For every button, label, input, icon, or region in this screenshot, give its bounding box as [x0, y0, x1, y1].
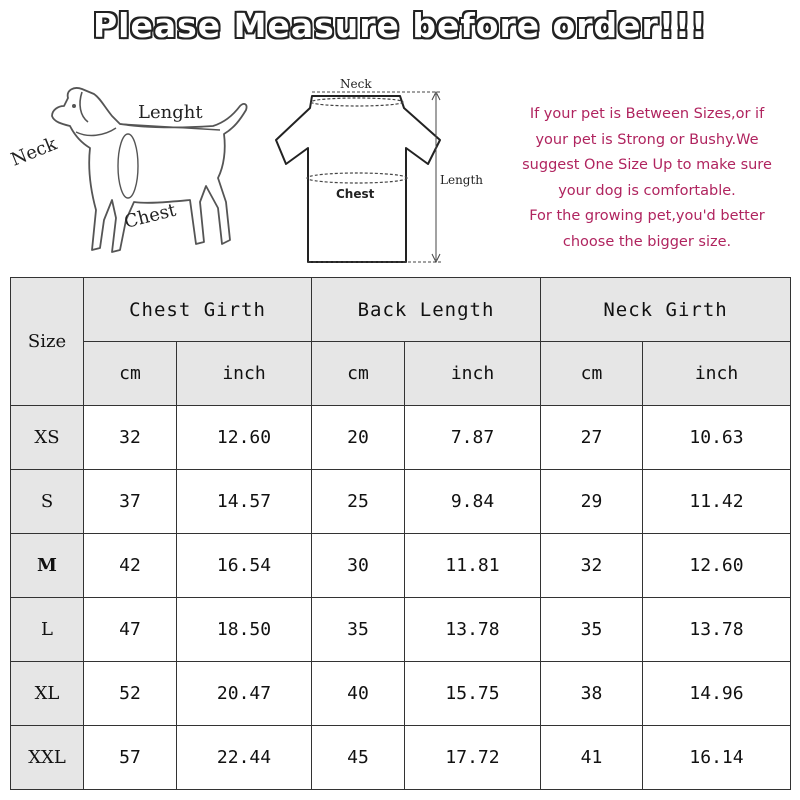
chest-measure-ring: [118, 134, 138, 198]
unit-header: cm: [541, 342, 643, 406]
table-row: [11, 598, 791, 662]
sizing-advice-note: [502, 102, 792, 255]
table-row: [11, 534, 791, 598]
size-label: S: [11, 470, 84, 534]
size-label: XL: [11, 662, 84, 726]
size-column-header: Size: [11, 278, 84, 406]
chest-girth-header: Chest Girth: [84, 278, 312, 342]
table-cell: 17.72: [405, 726, 541, 790]
table-cell: 57: [84, 726, 177, 790]
dog-neck-label: Neck: [8, 133, 60, 171]
table-cell: 11.81: [405, 534, 541, 598]
neck-measure-line: [76, 128, 116, 135]
table-cell: 11.42: [643, 470, 791, 534]
size-label: XS: [11, 406, 84, 470]
size-label: XXL: [11, 726, 84, 790]
note-line: your dog is comfortable.: [558, 182, 736, 199]
table-row: [11, 470, 791, 534]
dog-eye: [72, 104, 76, 108]
table-row: [11, 406, 791, 470]
shirt-chest-label: Chest: [336, 187, 375, 201]
size-label: L: [11, 598, 84, 662]
unit-header: inch: [177, 342, 312, 406]
table-cell: 13.78: [643, 598, 791, 662]
shirt-chest-ring: [307, 173, 407, 183]
table-cell: 32: [541, 534, 643, 598]
unit-header: inch: [643, 342, 791, 406]
table-cell: 15.75: [405, 662, 541, 726]
table-cell: 20: [312, 406, 405, 470]
table-cell: 14.57: [177, 470, 312, 534]
size-chart-table: [10, 277, 791, 790]
table-row: [11, 726, 791, 790]
table-cell: 27: [541, 406, 643, 470]
back-length-header: Back Length: [312, 278, 541, 342]
table-cell: 47: [84, 598, 177, 662]
table-cell: 16.54: [177, 534, 312, 598]
table-cell: 10.63: [643, 406, 791, 470]
shirt-length-label: Length: [440, 173, 484, 187]
note-line: suggest One Size Up to make sure: [522, 157, 772, 173]
dog-chest-label: Chest: [122, 199, 179, 233]
table-cell: 45: [312, 726, 405, 790]
table-row: [11, 662, 791, 726]
size-label: M: [11, 534, 84, 598]
note-line: choose the bigger size.: [562, 233, 732, 250]
shirt-neck-label: Neck: [340, 77, 372, 91]
unit-header: inch: [405, 342, 541, 406]
dog-length-label: Lenght: [138, 102, 203, 123]
table-cell: 30: [312, 534, 405, 598]
table-cell: 12.60: [177, 406, 312, 470]
table-cell: 42: [84, 534, 177, 598]
neck-girth-header: Neck Girth: [541, 278, 791, 342]
table-cell: 37: [84, 470, 177, 534]
table-cell: 35: [312, 598, 405, 662]
table-cell: 38: [541, 662, 643, 726]
table-cell: 12.60: [643, 534, 791, 598]
table-cell: 9.84: [405, 470, 541, 534]
page-title: Please Measure before order!!!: [93, 6, 707, 45]
table-cell: 41: [541, 726, 643, 790]
table-cell: 13.78: [405, 598, 541, 662]
table-cell: 25: [312, 470, 405, 534]
note-line: For the growing pet,you'd better: [529, 208, 765, 224]
note-line: your pet is Strong or Bushy.We: [535, 131, 759, 148]
table-cell: 52: [84, 662, 177, 726]
table-cell: 16.14: [643, 726, 791, 790]
table-cell: 14.96: [643, 662, 791, 726]
shirt-measurement-diagram: [270, 70, 495, 270]
unit-header: cm: [84, 342, 177, 406]
dog-measurement-diagram: [8, 70, 258, 270]
table-cell: 40: [312, 662, 405, 726]
table-cell: 18.50: [177, 598, 312, 662]
shirt-outline: [276, 96, 440, 262]
shirt-neck-ring: [311, 98, 403, 106]
table-cell: 20.47: [177, 662, 312, 726]
table-cell: 29: [541, 470, 643, 534]
table-cell: 32: [84, 406, 177, 470]
table-cell: 7.87: [405, 406, 541, 470]
unit-header: cm: [312, 342, 405, 406]
note-line: If your pet is Between Sizes,or if: [529, 106, 765, 122]
table-cell: 35: [541, 598, 643, 662]
table-cell: 22.44: [177, 726, 312, 790]
dog-ear: [80, 92, 88, 122]
